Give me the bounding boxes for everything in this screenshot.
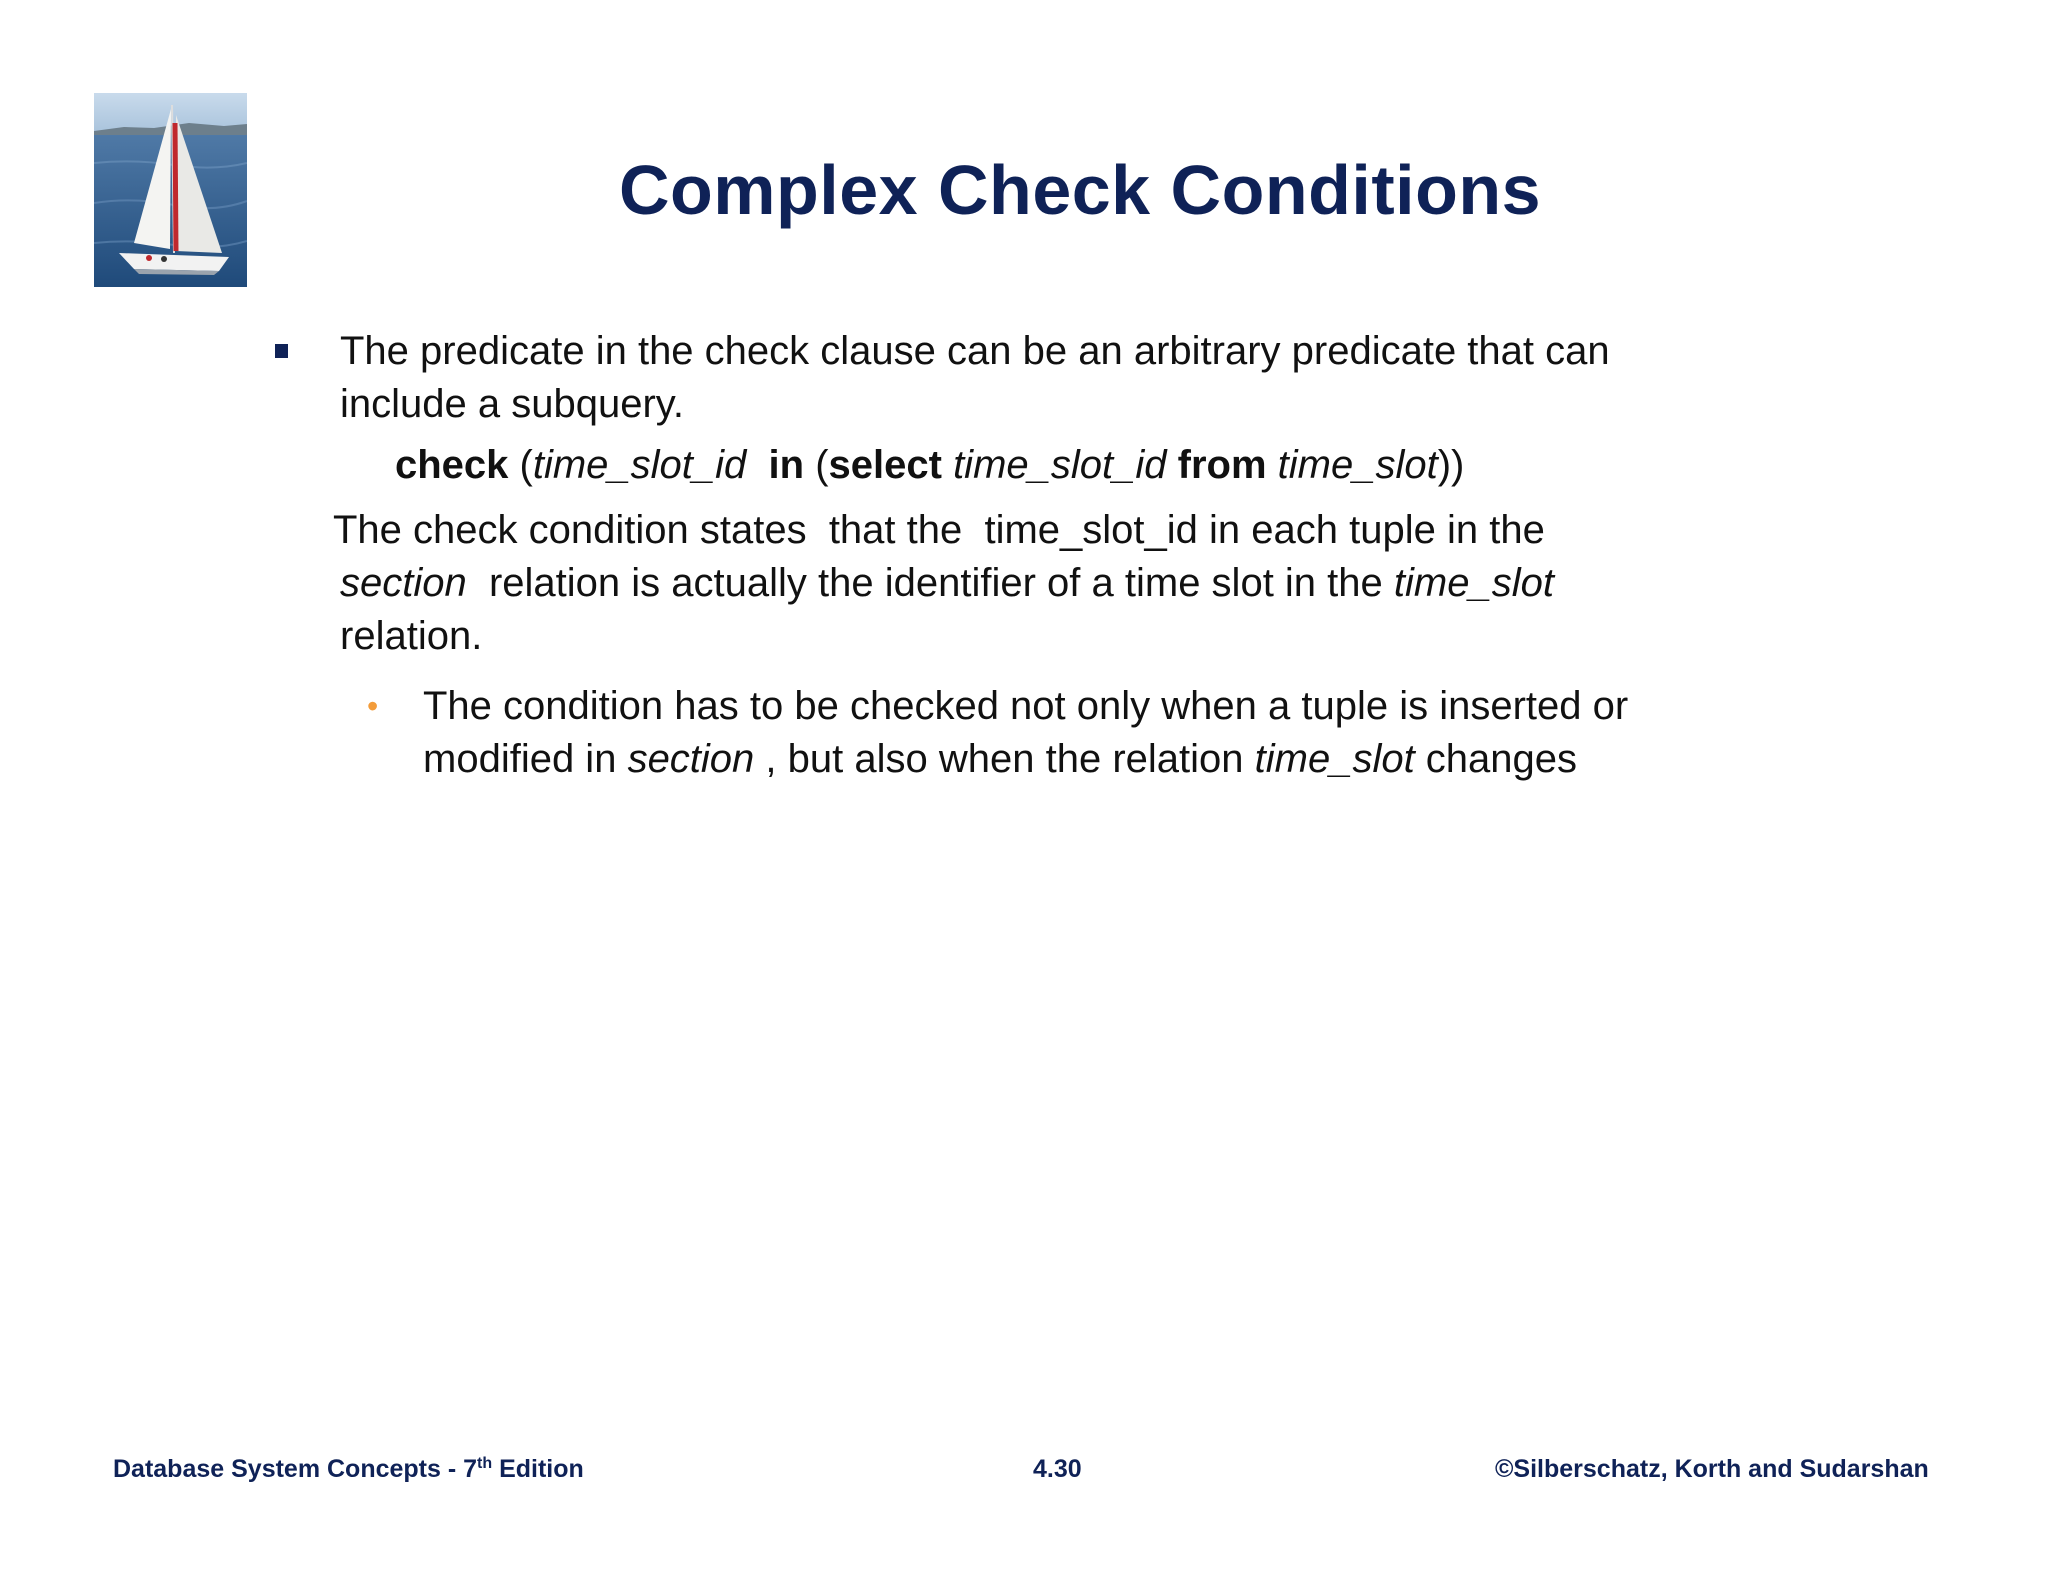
- para-line-1: The check condition states that the time_slot_id in each tuple in the: [333, 508, 1545, 552]
- code-paren: (: [508, 443, 533, 487]
- keyword-select: select: [828, 443, 942, 487]
- sub-bullet-line-1: The condition has to be checked not only when a tuple is inserted or: [423, 684, 1629, 728]
- para-italic-section: section: [340, 561, 467, 605]
- footer-edition-label: Edition: [492, 1455, 584, 1483]
- code-var-time-slot-id: time_slot_id: [532, 443, 747, 487]
- footer-page-number: 4.30: [1033, 1455, 1082, 1483]
- code-space: [746, 443, 768, 487]
- bullet-line-1: The predicate in the check clause can be an arbitrary predicate that can: [340, 329, 1610, 373]
- footer-edition-sup: th: [477, 1455, 493, 1472]
- square-bullet-icon: [275, 344, 288, 358]
- code-paren-close: )): [1437, 443, 1465, 487]
- code-var-time-slot-id-2: time_slot_id: [953, 443, 1167, 487]
- bullet-line-2: include a subquery.: [340, 382, 684, 426]
- sub-line-2-text-1: modified in: [423, 737, 628, 781]
- explanation-paragraph: [333, 504, 1830, 663]
- para-italic-time-slot: time_slot: [1393, 561, 1554, 605]
- footer-copyright: ©Silberschatz, Korth and Sudarshan: [1495, 1455, 1929, 1483]
- bullet-text: [340, 325, 1830, 431]
- keyword-check: check: [395, 443, 509, 487]
- sub-bullet-item: [270, 680, 1830, 786]
- slide-title: Complex Check Conditions: [618, 151, 1542, 229]
- sub-bullet-text: [423, 680, 1830, 786]
- sub-bullet-line-2: [423, 737, 1577, 781]
- sub-italic-section: section: [627, 737, 755, 781]
- code-space: [942, 443, 953, 487]
- footer-book-title-main: Database System Concepts - 7: [113, 1455, 478, 1483]
- sub-line-2-text-3: changes: [1414, 737, 1578, 781]
- bullet-item: [270, 325, 1830, 431]
- code-paren: (: [804, 443, 829, 487]
- sub-line-2-text-2: , but also when the relation: [754, 737, 1255, 781]
- code-space: [1167, 443, 1178, 487]
- keyword-from: from: [1177, 443, 1267, 487]
- code-space: [1267, 443, 1278, 487]
- sub-italic-time-slot: time_slot: [1254, 737, 1415, 781]
- code-var-time-slot: time_slot: [1277, 443, 1438, 487]
- para-line-3: relation.: [340, 614, 483, 658]
- footer-book-title: [113, 1455, 584, 1484]
- check-constraint-example: [395, 439, 1830, 492]
- dot-bullet-icon: •: [367, 688, 379, 724]
- keyword-in: in: [768, 443, 805, 487]
- para-line-2: [340, 557, 1830, 610]
- slide-content: [270, 325, 1830, 786]
- para-line-2-text: relation is actually the identifier of a time slot in the: [466, 561, 1394, 605]
